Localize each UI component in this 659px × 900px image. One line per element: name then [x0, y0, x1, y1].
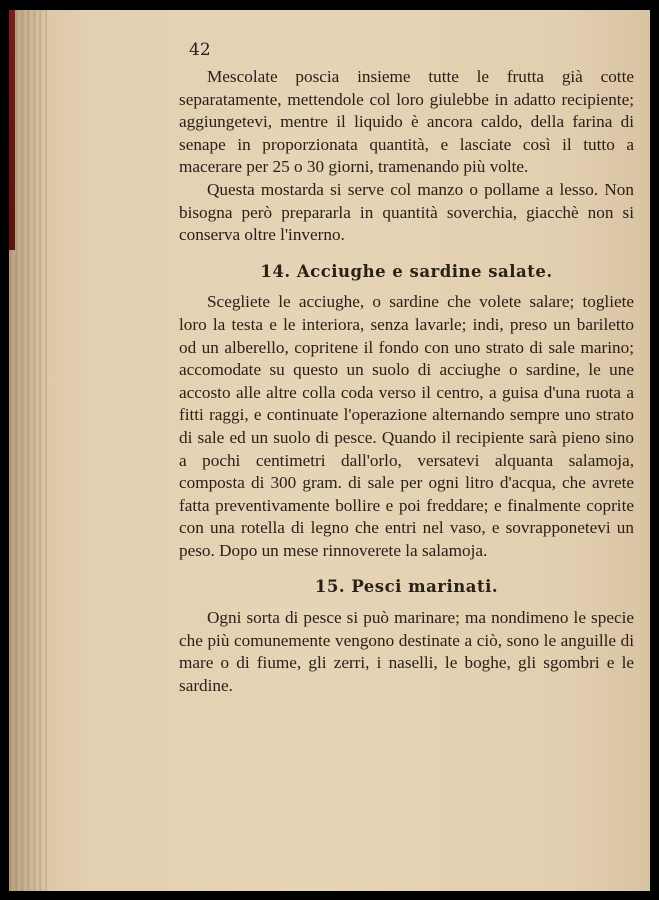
- red-binding-edge: [9, 10, 15, 250]
- paragraph-mostarda-preparation: Mescolate poscia insieme tutte le frutta già cotte separatamente, mettendole col loro giulebbe in adatto recipiente; aggiungetevi, mentre il liquido è ancora caldo, della farina di senape in proporzionata quantità, e lasciate così il tutto a macerare per 25 o 30 giorni, tramenando più volte.: [179, 67, 634, 177]
- book-page: [9, 10, 650, 891]
- section-heading-15: 15. Pesci marinati.: [314, 577, 499, 597]
- section-heading-14: 14. Acciughe e sardine salate.: [260, 261, 553, 281]
- page-number: 42: [189, 40, 211, 60]
- paragraph-mostarda-serving: Questa mostarda si serve col manzo o pollame a lesso. Non bisogna però prepararla in quantità soverchia, giacchè non si conserva oltre l'inverno.: [179, 179, 634, 245]
- section-body-15: Ogni sorta di pesce si può marinare; ma nondimeno le specie che più comunemente vengono destinate a ciò, sono le anguille di mare o di fiume, gli zerri, i naselli, le boghe, gli sgombri e le sardine.: [179, 608, 634, 695]
- page-text: [179, 66, 634, 697]
- section-body-14: Scegliete le acciughe, o sardine che volete salare; togliete loro la testa e le interiora, senza lavarle; indi, preso un bariletto od un alberello, copritene il fondo con uno strato di sale marino; accomodate su questo un suolo di acciughe o sardine, le une accosto alle altre colla coda verso il centro, a guisa d'una ruota a fitti raggi, e continuate l'operazione alternando sempre uno strato di sale ed un suolo di pesce. Quando il recipiente sarà pieno sino a pochi centimetri dall'orlo, versatevi alquanta salamoja, composta di 300 gram. di sale per ogni litro d'acqua, che avrete fatta preventivamente bollire e poi freddare; e finalmente coprite con una rotella di legno che entri nel vaso, e sovrapponetevi un peso. Dopo un mese rinnoverete la salamoja.: [179, 292, 634, 560]
